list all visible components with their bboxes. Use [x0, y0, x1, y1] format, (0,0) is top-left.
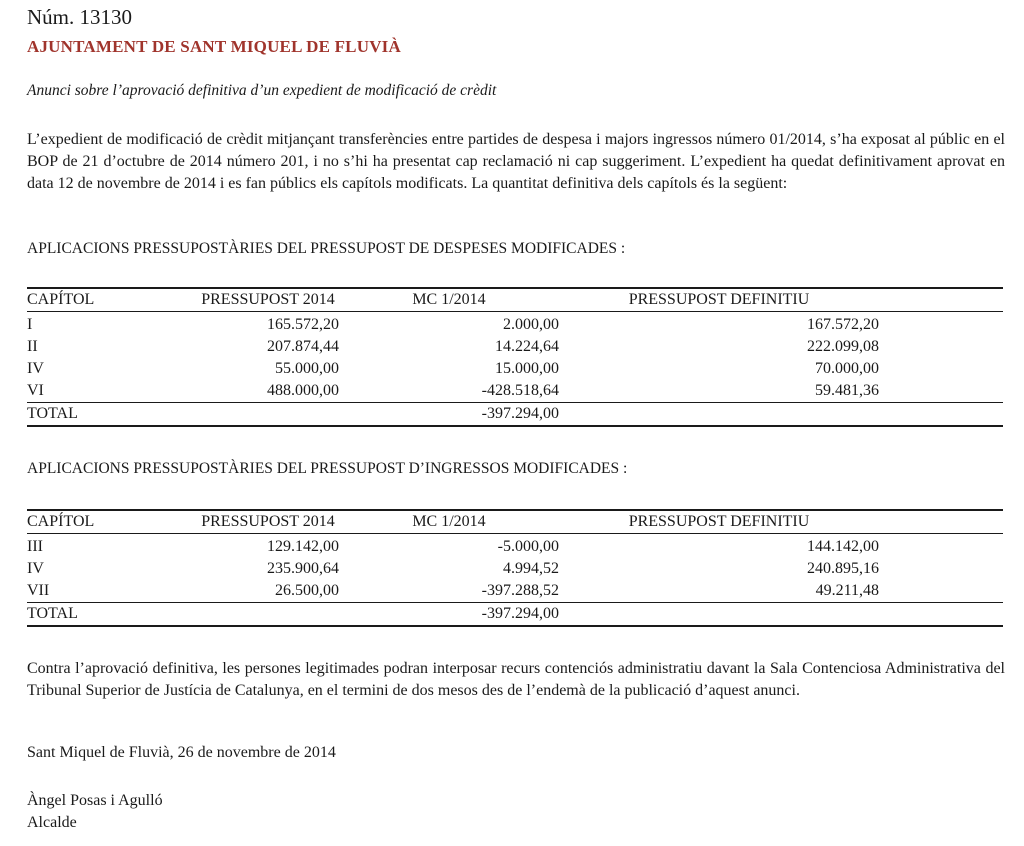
- organization-name: AJUNTAMENT DE SANT MIQUEL DE FLUVIÀ: [27, 37, 401, 56]
- budget-cell: 207.874,44: [267, 338, 339, 355]
- signatory-name: Àngel Posas i Agulló: [27, 792, 163, 809]
- final-budget-cell: 167.572,20: [807, 316, 879, 333]
- modification-cell: 14.224,64: [495, 338, 559, 355]
- chapter-cell: IV: [27, 560, 44, 577]
- chapter-cell: I: [27, 316, 33, 333]
- table-row: [27, 312, 1003, 337]
- final-budget-cell: 222.099,08: [807, 338, 879, 355]
- modification-cell: 4.994,52: [503, 560, 559, 577]
- table-row: [27, 336, 1003, 358]
- announcement-subtitle: Anunci sobre l’aprovació definitiva d’un expedient de modificació de crèdit: [27, 82, 497, 99]
- budget-cell: 235.900,64: [267, 560, 339, 577]
- final-budget-cell: 144.142,00: [807, 538, 879, 555]
- modification-cell: -428.518,64: [481, 382, 559, 399]
- signatory-role: Alcalde: [27, 814, 77, 831]
- total-label: TOTAL: [27, 605, 78, 622]
- intro-paragraph: L’expedient de modificació de crèdit mitjançant transferències entre partides de despesa i majors ingressos número 01/2014, s’ha exposat al públic en el BOP de 21 d’octubre de 2014 número 201, i no s’hi ha presentat cap reclamació ni cap suggeriment. L’expedient ha quedat definitivament aprovat en data 12 de novembre de 2014 i es fan públics els capítols modificats. La quantitat definitiva dels capítols és la següent:: [27, 131, 1005, 192]
- chapter-cell: IV: [27, 360, 44, 377]
- chapter-cell: II: [27, 338, 38, 355]
- budget-cell: 55.000,00: [275, 360, 339, 377]
- expenses-table: [27, 287, 1003, 427]
- budget-cell: 129.142,00: [267, 538, 339, 555]
- table-row: [27, 580, 1003, 603]
- appeal-paragraph: Contra l’aprovació definitiva, les persones legitimades podran interposar recurs contenciós administratiu davant la Sala Contenciosa Administrativa del Tribunal Superior de Justícia de Catalunya, en el termini de dos mesos des de l’endemà de la publicació d’aquest anunci.: [27, 660, 1005, 699]
- total-label: TOTAL: [27, 405, 78, 422]
- final-budget-cell: 70.000,00: [815, 360, 879, 377]
- column-header-modification: MC 1/2014: [412, 291, 486, 308]
- total-value: -397.294,00: [481, 605, 559, 622]
- modification-cell: 15.000,00: [495, 360, 559, 377]
- announcement-number: Núm. 13130: [27, 5, 132, 29]
- chapter-cell: III: [27, 538, 43, 555]
- income-table: [27, 509, 1003, 627]
- column-header-budget: PRESSUPOST 2014: [201, 291, 335, 308]
- table-header-row: [27, 288, 1003, 312]
- total-value: -397.294,00: [481, 405, 559, 422]
- column-header-chapter: CAPÍTOL: [27, 513, 95, 530]
- column-header-modification: MC 1/2014: [412, 513, 486, 530]
- place-date: Sant Miquel de Fluvià, 26 de novembre de 2014: [27, 744, 336, 761]
- chapter-cell: VI: [27, 382, 44, 399]
- table-row: [27, 358, 1003, 380]
- final-budget-cell: 59.481,36: [815, 382, 879, 399]
- table-row: [27, 380, 1003, 403]
- column-header-budget: PRESSUPOST 2014: [201, 513, 335, 530]
- modification-cell: -397.288,52: [481, 582, 559, 599]
- signature-block: [27, 790, 163, 834]
- modification-cell: 2.000,00: [503, 316, 559, 333]
- final-budget-cell: 240.895,16: [807, 560, 879, 577]
- chapter-cell: VII: [27, 582, 50, 599]
- total-row: [27, 403, 1003, 427]
- table-row: [27, 534, 1003, 559]
- column-header-final-budget: PRESSUPOST DEFINITIU: [628, 291, 810, 308]
- modification-cell: -5.000,00: [497, 538, 559, 555]
- budget-cell: 165.572,20: [267, 316, 339, 333]
- table-header-row: [27, 510, 1003, 534]
- expenses-heading: APLICACIONS PRESSUPOSTÀRIES DEL PRESSUPOST DE DESPESES MODIFICADES :: [27, 240, 626, 257]
- final-budget-cell: 49.211,48: [815, 582, 879, 599]
- column-header-chapter: CAPÍTOL: [27, 291, 95, 308]
- budget-cell: 26.500,00: [275, 582, 339, 599]
- income-heading: APLICACIONS PRESSUPOSTÀRIES DEL PRESSUPOST D’INGRESSOS MODIFICADES :: [27, 460, 628, 477]
- budget-cell: 488.000,00: [267, 382, 339, 399]
- column-header-final-budget: PRESSUPOST DEFINITIU: [628, 513, 810, 530]
- table-row: [27, 558, 1003, 580]
- total-row: [27, 603, 1003, 627]
